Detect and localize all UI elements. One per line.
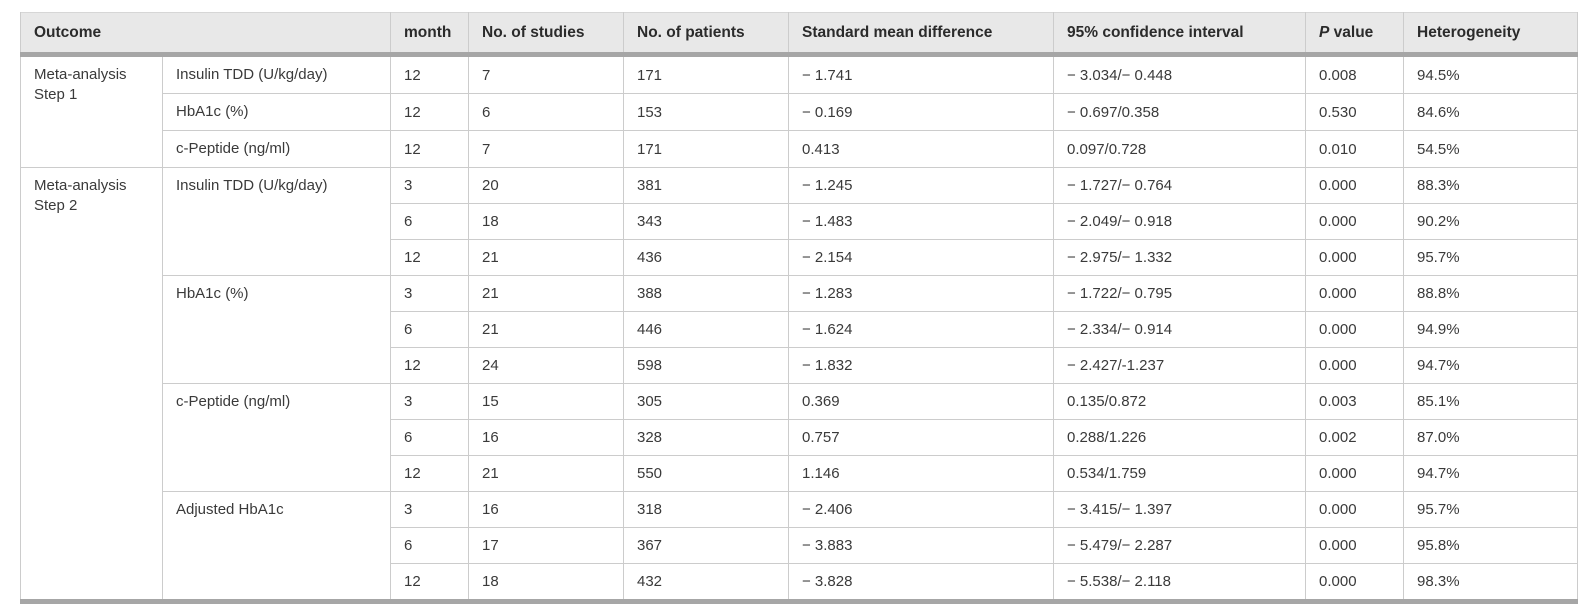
cell-ci: − 1.727/− 0.764 — [1054, 168, 1306, 204]
cell-p-value: 0.000 — [1306, 168, 1404, 204]
cell-p-value: 0.010 — [1306, 131, 1404, 168]
cell-smd: − 2.406 — [789, 492, 1054, 528]
cell-p-value: 0.000 — [1306, 312, 1404, 348]
cell-month: 6 — [391, 420, 469, 456]
table-row — [21, 55, 1578, 94]
cell-month: 12 — [391, 564, 469, 602]
cell-month: 6 — [391, 204, 469, 240]
column-header-outcome: Outcome — [21, 13, 391, 55]
cell-patients: 432 — [624, 564, 789, 602]
cell-heterogeneity: 94.9% — [1404, 312, 1578, 348]
cell-ci: − 1.722/− 0.795 — [1054, 276, 1306, 312]
cell-heterogeneity: 95.8% — [1404, 528, 1578, 564]
cell-patients: 305 — [624, 384, 789, 420]
cell-p-value: 0.000 — [1306, 492, 1404, 528]
cell-ci: − 2.049/− 0.918 — [1054, 204, 1306, 240]
p-value-italic: P — [1319, 24, 1330, 41]
cell-heterogeneity: 95.7% — [1404, 492, 1578, 528]
cell-smd: − 1.624 — [789, 312, 1054, 348]
cell-p-value: 0.000 — [1306, 564, 1404, 602]
cell-patients: 343 — [624, 204, 789, 240]
cell-patients: 171 — [624, 55, 789, 94]
cell-month: 3 — [391, 168, 469, 204]
cell-heterogeneity: 54.5% — [1404, 131, 1578, 168]
cell-smd: − 2.154 — [789, 240, 1054, 276]
column-header-no-of-studies: No. of studies — [469, 13, 624, 55]
outcome-name-cell: HbA1c (%) — [163, 276, 391, 384]
cell-ci: − 2.427/-1.237 — [1054, 348, 1306, 384]
cell-month: 12 — [391, 456, 469, 492]
column-header-p-value — [1306, 13, 1404, 55]
cell-heterogeneity: 88.8% — [1404, 276, 1578, 312]
cell-smd: 0.369 — [789, 384, 1054, 420]
column-header-confidence-interval: 95% confidence interval — [1054, 13, 1306, 55]
outcome-name-cell: Insulin TDD (U/kg/day) — [163, 55, 391, 94]
p-value-rest: value — [1329, 24, 1374, 41]
cell-patients: 381 — [624, 168, 789, 204]
meta-analysis-table — [20, 12, 1578, 604]
cell-heterogeneity: 95.7% — [1404, 240, 1578, 276]
cell-smd: − 1.741 — [789, 55, 1054, 94]
cell-patients: 436 — [624, 240, 789, 276]
table-row — [21, 276, 1578, 312]
cell-month: 3 — [391, 276, 469, 312]
cell-studies: 16 — [469, 420, 624, 456]
cell-patients: 328 — [624, 420, 789, 456]
cell-patients: 550 — [624, 456, 789, 492]
cell-studies: 21 — [469, 276, 624, 312]
cell-p-value: 0.000 — [1306, 240, 1404, 276]
cell-patients: 367 — [624, 528, 789, 564]
cell-smd: − 3.828 — [789, 564, 1054, 602]
cell-heterogeneity: 94.5% — [1404, 55, 1578, 94]
cell-ci: − 3.415/− 1.397 — [1054, 492, 1306, 528]
cell-smd: − 3.883 — [789, 528, 1054, 564]
cell-studies: 18 — [469, 564, 624, 602]
outcome-name-cell: c-Peptide (ng/ml) — [163, 384, 391, 492]
cell-smd: 0.413 — [789, 131, 1054, 168]
cell-ci: − 5.479/− 2.287 — [1054, 528, 1306, 564]
cell-studies: 17 — [469, 528, 624, 564]
cell-studies: 7 — [469, 131, 624, 168]
cell-ci: 0.097/0.728 — [1054, 131, 1306, 168]
cell-studies: 6 — [469, 94, 624, 131]
outcome-name-cell: c-Peptide (ng/ml) — [163, 131, 391, 168]
column-header-heterogeneity: Heterogeneity — [1404, 13, 1578, 55]
cell-ci: − 0.697/0.358 — [1054, 94, 1306, 131]
cell-p-value: 0.530 — [1306, 94, 1404, 131]
cell-heterogeneity: 90.2% — [1404, 204, 1578, 240]
group-label-cell: Meta-analysis Step 1 — [21, 55, 163, 168]
cell-ci: − 5.538/− 2.118 — [1054, 564, 1306, 602]
cell-heterogeneity: 94.7% — [1404, 348, 1578, 384]
column-header-month: month — [391, 13, 469, 55]
cell-studies: 18 — [469, 204, 624, 240]
cell-month: 12 — [391, 131, 469, 168]
group-label-cell: Meta-analysis Step 2 — [21, 168, 163, 602]
table-body — [21, 55, 1578, 602]
cell-studies: 21 — [469, 456, 624, 492]
cell-ci: − 2.334/− 0.914 — [1054, 312, 1306, 348]
cell-heterogeneity: 84.6% — [1404, 94, 1578, 131]
cell-smd: − 0.169 — [789, 94, 1054, 131]
cell-smd: − 1.483 — [789, 204, 1054, 240]
table-row — [21, 94, 1578, 131]
column-header-no-of-patients: No. of patients — [624, 13, 789, 55]
cell-smd: 1.146 — [789, 456, 1054, 492]
cell-patients: 318 — [624, 492, 789, 528]
cell-p-value: 0.000 — [1306, 456, 1404, 492]
cell-month: 3 — [391, 384, 469, 420]
cell-heterogeneity: 88.3% — [1404, 168, 1578, 204]
cell-studies: 20 — [469, 168, 624, 204]
cell-p-value: 0.000 — [1306, 348, 1404, 384]
table-row — [21, 168, 1578, 204]
cell-patients: 598 — [624, 348, 789, 384]
cell-month: 6 — [391, 528, 469, 564]
cell-ci: − 2.975/− 1.332 — [1054, 240, 1306, 276]
cell-p-value: 0.002 — [1306, 420, 1404, 456]
cell-heterogeneity: 94.7% — [1404, 456, 1578, 492]
cell-studies: 15 — [469, 384, 624, 420]
cell-patients: 388 — [624, 276, 789, 312]
cell-studies: 16 — [469, 492, 624, 528]
column-header-standard-mean-difference: Standard mean difference — [789, 13, 1054, 55]
cell-studies: 24 — [469, 348, 624, 384]
table-row — [21, 131, 1578, 168]
cell-month: 12 — [391, 55, 469, 94]
cell-smd: 0.757 — [789, 420, 1054, 456]
cell-p-value: 0.000 — [1306, 204, 1404, 240]
cell-heterogeneity: 87.0% — [1404, 420, 1578, 456]
cell-patients: 446 — [624, 312, 789, 348]
cell-ci: 0.534/1.759 — [1054, 456, 1306, 492]
outcome-name-cell: Adjusted HbA1c — [163, 492, 391, 602]
cell-patients: 171 — [624, 131, 789, 168]
cell-studies: 21 — [469, 312, 624, 348]
cell-smd: − 1.832 — [789, 348, 1054, 384]
cell-ci: 0.288/1.226 — [1054, 420, 1306, 456]
cell-month: 6 — [391, 312, 469, 348]
cell-ci: − 3.034/− 0.448 — [1054, 55, 1306, 94]
cell-heterogeneity: 85.1% — [1404, 384, 1578, 420]
cell-ci: 0.135/0.872 — [1054, 384, 1306, 420]
cell-month: 12 — [391, 348, 469, 384]
table-row — [21, 492, 1578, 528]
cell-patients: 153 — [624, 94, 789, 131]
cell-p-value: 0.000 — [1306, 528, 1404, 564]
cell-studies: 21 — [469, 240, 624, 276]
cell-month: 3 — [391, 492, 469, 528]
cell-p-value: 0.003 — [1306, 384, 1404, 420]
cell-smd: − 1.245 — [789, 168, 1054, 204]
cell-smd: − 1.283 — [789, 276, 1054, 312]
cell-heterogeneity: 98.3% — [1404, 564, 1578, 602]
table-row — [21, 384, 1578, 420]
outcome-name-cell: HbA1c (%) — [163, 94, 391, 131]
cell-p-value: 0.008 — [1306, 55, 1404, 94]
outcome-name-cell: Insulin TDD (U/kg/day) — [163, 168, 391, 276]
cell-p-value: 0.000 — [1306, 276, 1404, 312]
cell-month: 12 — [391, 240, 469, 276]
cell-studies: 7 — [469, 55, 624, 94]
cell-month: 12 — [391, 94, 469, 131]
table-header-row — [21, 13, 1578, 55]
